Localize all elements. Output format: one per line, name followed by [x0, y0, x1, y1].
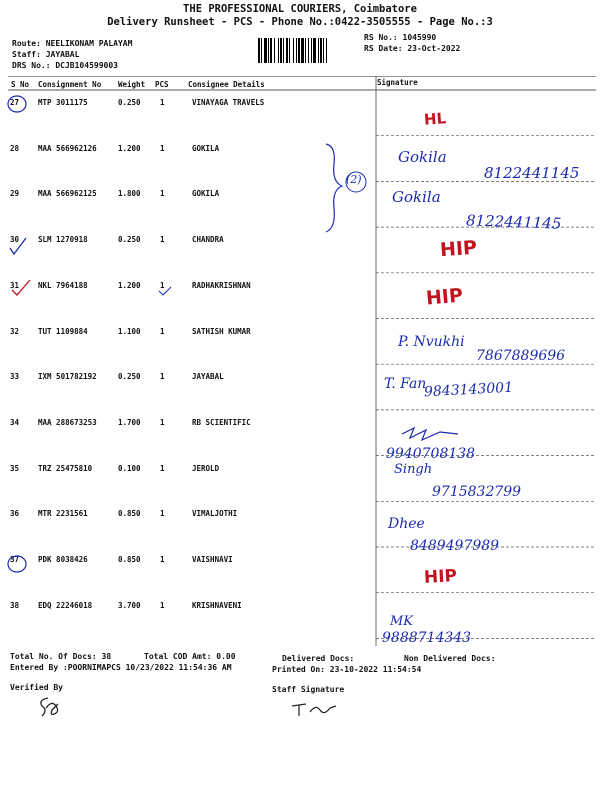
cell-consignment: EDQ 22246018 — [38, 600, 93, 610]
barcode-bar — [296, 38, 297, 63]
tick-mark-30 — [10, 238, 26, 254]
cell-sno: 27 — [10, 98, 20, 107]
signature-32: P. Nvukhi — [398, 334, 465, 350]
barcode-image — [258, 38, 356, 63]
col-header-consignment: Consignment No — [38, 80, 102, 89]
cell-consignee: GOKILA — [192, 189, 220, 199]
signature-35: Singh — [394, 462, 433, 477]
cell-sno: 32 — [10, 326, 20, 336]
staff-label: Staff: JAYABAL — [12, 50, 80, 59]
barcode-bar — [305, 38, 306, 63]
barcode-bar — [311, 38, 312, 63]
cell-pcs: 1 — [160, 463, 165, 473]
cell-sno: 28 — [10, 143, 20, 153]
cell-pcs: 1 — [160, 372, 165, 382]
cell-consignment: TUT 1109884 — [38, 326, 88, 336]
phone-29: 8122441145 — [465, 211, 562, 233]
cell-consignment: MAA 288673253 — [38, 417, 97, 427]
barcode-bar — [313, 38, 316, 63]
cell-sno: 38 — [10, 600, 20, 610]
cell-weight: 1.200 — [118, 143, 141, 153]
cell-consignment: MAA 566962126 — [38, 143, 97, 153]
cell-consignee: VIMALJOTHI — [192, 509, 238, 519]
cell-consignee: CHANDRA — [192, 235, 224, 245]
cell-consignment: IXM 501782192 — [38, 372, 97, 382]
signature-33: T. Fan — [384, 376, 427, 392]
signature-38: MK — [390, 614, 414, 629]
cell-pcs: 1 — [160, 143, 165, 153]
phone-35: 9715832799 — [432, 484, 522, 500]
cell-consignment: NKL 7964188 — [38, 280, 88, 290]
cell-consignment: MAA 566962125 — [38, 189, 97, 199]
barcode-bar — [270, 38, 272, 63]
cell-weight: 3.700 — [118, 600, 141, 610]
cell-consignee: SATHISH KUMAR — [192, 326, 251, 336]
signature-30: HIP — [439, 236, 478, 262]
cell-pcs: 1 — [160, 555, 165, 564]
cell-pcs: 1 — [160, 98, 165, 107]
cell-weight: 0.250 — [118, 98, 141, 107]
cell-sno: 37 — [10, 555, 20, 564]
barcode-bar — [264, 38, 267, 63]
cell-pcs: 1 — [160, 189, 165, 199]
col-header-weight: Weight — [118, 80, 146, 89]
cell-pcs: 1 — [160, 417, 165, 427]
barcode-bar — [320, 38, 322, 63]
cell-consignee: RB SCIENTIFIC — [192, 417, 251, 427]
cell-consignee: VINAYAGA TRAVELS — [192, 98, 265, 107]
barcode-bar — [286, 38, 288, 63]
barcode-bar — [280, 38, 282, 63]
cell-pcs: 1 — [160, 235, 165, 245]
barcode-bar — [278, 38, 279, 63]
cell-consignment: MTP 3011175 — [38, 98, 88, 107]
cell-weight: 0.250 — [118, 372, 141, 382]
cell-pcs: 1 — [160, 280, 165, 290]
cell-weight: 1.200 — [118, 280, 141, 290]
cell-pcs: 1 — [160, 600, 165, 610]
cell-pcs: 1 — [160, 326, 165, 336]
barcode-bar — [274, 38, 275, 63]
cell-weight: 0.850 — [118, 555, 141, 564]
entered-by: Entered By :POORNIMAPCS 10/23/2022 11:54:36 AM — [10, 663, 232, 672]
cell-weight: 0.850 — [118, 509, 141, 519]
cell-consignment: TRZ 25475810 — [38, 463, 93, 473]
cell-sno: 34 — [10, 417, 20, 427]
barcode-bar — [301, 38, 304, 63]
cell-sno: 35 — [10, 463, 20, 473]
cell-weight: 1.700 — [118, 417, 141, 427]
verified-by-label: Verified By — [10, 683, 63, 692]
cell-consignment: MTR 2231561 — [38, 509, 88, 519]
delivered-docs: Delivered Docs: — [282, 654, 355, 663]
cell-consignee: JAYABAL — [192, 372, 224, 382]
signature-37: HIP — [423, 566, 458, 588]
signature-27: HL — [423, 109, 447, 129]
rs-number: RS No.: 1045990 — [364, 33, 437, 42]
cell-consignment: PDK 8038426 — [38, 555, 88, 564]
barcode-bar — [268, 38, 269, 63]
staff-signature-label: Staff Signature — [272, 685, 345, 694]
bracket-note: (2) — [346, 173, 362, 186]
runsheet-title: Delivery Runsheet - PCS - Phone No.:0422-3505555 - Page No.:3 — [107, 16, 493, 28]
staff-signature — [290, 698, 340, 720]
company-title: THE PROFESSIONAL COURIERS, Coimbatore — [183, 3, 417, 15]
signature-28: Gokila — [398, 148, 447, 166]
barcode-bar — [326, 38, 327, 63]
route-label: Route: NEELIKONAM PALAYAM — [12, 39, 133, 48]
barcode-bar — [323, 38, 324, 63]
phone-38: 9888714343 — [382, 630, 472, 646]
barcode-bar — [289, 38, 290, 63]
cell-weight: 1.800 — [118, 189, 141, 199]
cell-sno: 31 — [10, 280, 20, 290]
circle-mark-27 — [8, 96, 26, 112]
cell-pcs: 1 — [160, 509, 165, 519]
cell-sno: 36 — [10, 509, 20, 519]
cell-consignee: JEROLD — [192, 463, 220, 473]
phone-34: 9940708138 — [386, 446, 476, 462]
signature-36: Dhee — [388, 516, 425, 532]
col-header-consignee: Consignee Details — [188, 80, 265, 89]
col-header-pcs: PCS — [155, 80, 169, 89]
drs-number: DRS No.: DCJB104599003 — [12, 61, 118, 70]
phone-32: 7867889696 — [476, 348, 566, 364]
cell-weight: 0.100 — [118, 463, 141, 473]
signature-29: Gokila — [392, 188, 441, 206]
col-header-signature: Signature — [377, 78, 418, 87]
tick-mark-31 — [12, 280, 30, 295]
cell-sno: 33 — [10, 372, 20, 382]
total-docs: Total No. Of Docs: 38 — [10, 652, 112, 661]
pcs-tick-31 — [158, 286, 172, 296]
cell-sno: 29 — [10, 189, 20, 199]
barcode-bar — [298, 38, 300, 63]
barcode-bar — [261, 38, 262, 63]
phone-33: 9843143001 — [423, 379, 514, 401]
scribble-signature-34 — [400, 424, 460, 444]
printed-on: Printed On: 23-10-2022 11:54:54 — [272, 665, 422, 674]
bracket-mark — [318, 142, 378, 234]
barcode-bar — [258, 38, 260, 63]
cell-weight: 1.100 — [118, 326, 141, 336]
cell-consignee: GOKILA — [192, 143, 220, 153]
barcode-bar — [283, 38, 284, 63]
barcode-bar — [308, 38, 309, 63]
cell-sno: 30 — [10, 235, 20, 245]
cell-consignee: VAISHNAVI — [192, 555, 233, 564]
circle-mark-37 — [8, 556, 26, 572]
cell-consignee: RADHAKRISHNAN — [192, 280, 251, 290]
non-delivered-docs: Non Delivered Docs: — [404, 654, 496, 663]
verifier-signature — [34, 694, 74, 724]
col-header-sno: S No — [11, 80, 30, 89]
barcode-bar — [318, 38, 319, 63]
cell-consignee: KRISHNAVENI — [192, 600, 242, 610]
barcode-bar — [293, 38, 294, 63]
rs-date: RS Date: 23-Oct-2022 — [364, 44, 461, 53]
total-cod: Total COD Amt: 0.00 — [144, 652, 236, 661]
row-mark-annotations — [4, 92, 44, 582]
phone-36: 8489497989 — [410, 538, 500, 554]
cell-consignment: SLM 1270918 — [38, 235, 88, 245]
phone-28: 8122441145 — [484, 164, 580, 182]
signature-31: HIP — [425, 284, 464, 310]
cell-weight: 0.250 — [118, 235, 141, 245]
